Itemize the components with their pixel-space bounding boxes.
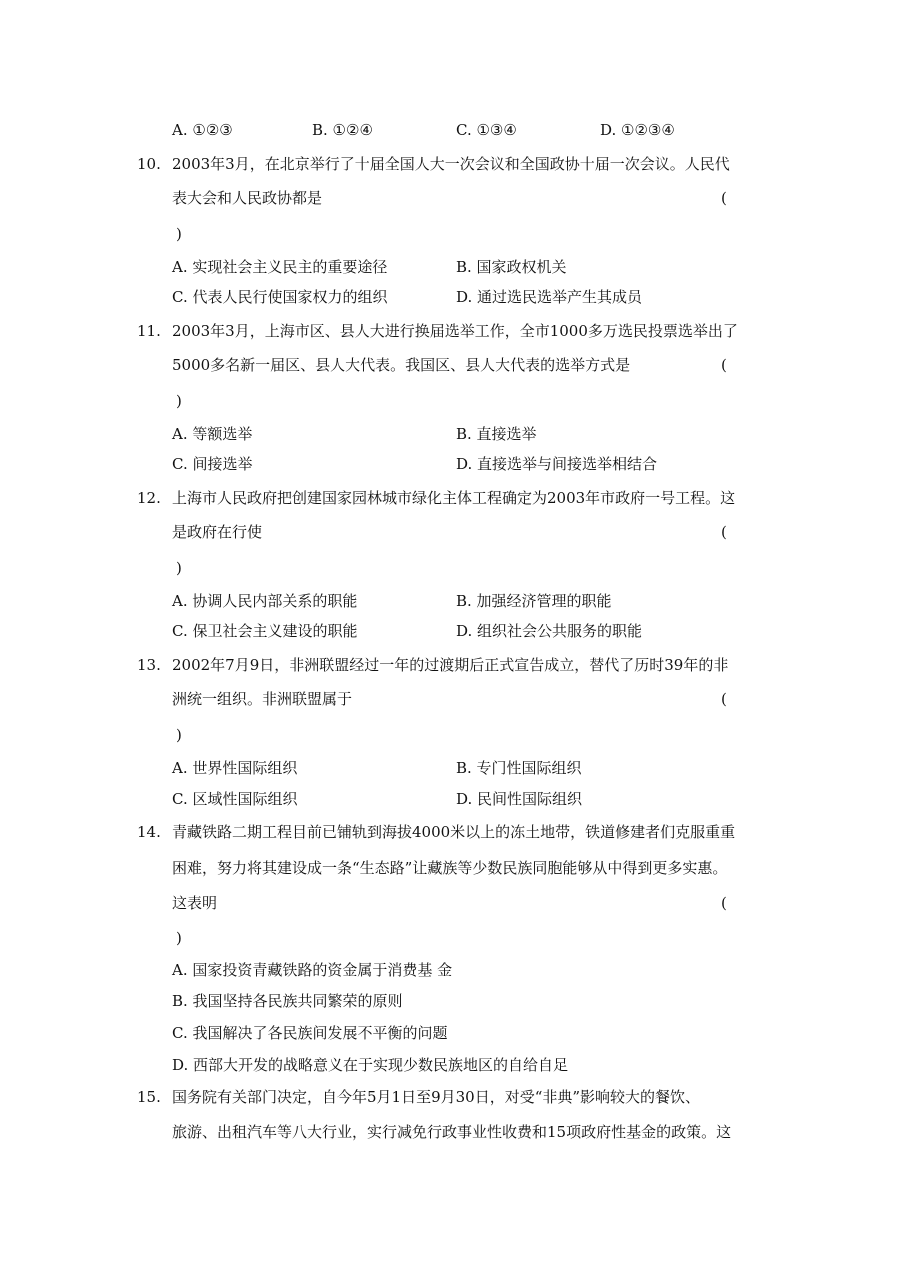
- question-11-option-d: D. 直接选举与间接选举相结合: [456, 455, 658, 473]
- question-11-answer-paren-close: ): [176, 392, 182, 410]
- question-14-option-c: C. 我国解决了各民族间发展不平衡的问题: [172, 1024, 448, 1042]
- question-14-number: 14.: [137, 823, 161, 841]
- prev-option-b: B. ①②④: [312, 121, 373, 139]
- question-12-text-line-1: 上海市人民政府把创建国家园林城市绿化主体工程确定为2003年市政府一号工程。这: [172, 489, 736, 507]
- question-11-option-b: B. 直接选举: [456, 425, 537, 443]
- question-12-option-c: C. 保卫社会主义建设的职能: [172, 622, 358, 640]
- question-14-text-line-2: 困难，努力将其建设成一条“生态路”让藏族等少数民族同胞能够从中得到更多实惠。: [172, 859, 728, 877]
- question-10-answer-paren-close: ): [176, 225, 182, 243]
- question-13-text-line-1: 2002年7月9日，非洲联盟经过一年的过渡期后正式宣告成立，替代了历时39年的非: [172, 656, 729, 674]
- question-13-number: 13.: [137, 656, 161, 674]
- question-12-text-line-2: 是政府在行使: [172, 523, 263, 541]
- question-11-option-a: A. 等额选举: [172, 425, 253, 443]
- question-12-number: 12.: [137, 489, 161, 507]
- question-14-option-a: A. 国家投资青藏铁路的资金属于消费基 金: [172, 961, 453, 979]
- question-13-option-b: B. 专门性国际组织: [456, 759, 582, 777]
- question-12-option-b: B. 加强经济管理的职能: [456, 592, 612, 610]
- question-12-answer-paren-close: ): [176, 559, 182, 577]
- question-15-number: 15.: [137, 1088, 161, 1106]
- question-13-answer-paren-close: ): [176, 726, 182, 744]
- question-10-answer-paren-open: (: [721, 189, 727, 207]
- question-11-text-line-1: 2003年3月，上海市区、县人大进行换届选举工作，全市1000多万选民投票选举出了: [172, 322, 738, 340]
- question-11-answer-paren-open: (: [721, 356, 727, 374]
- question-14-option-d: D. 西部大开发的战略意义在于实现少数民族地区的自给自足: [172, 1056, 569, 1074]
- question-13-option-a: A. 世界性国际组织: [172, 759, 298, 777]
- prev-option-c: C. ①③④: [456, 121, 517, 139]
- question-10-text-line-2: 表大会和人民政协都是: [172, 189, 323, 207]
- question-10-option-a: A. 实现社会主义民主的重要途径: [172, 258, 388, 276]
- question-15-text-line-1: 国务院有关部门决定，自今年5月1日至9月30日，对受“非典”影响较大的餐饮、: [172, 1088, 701, 1106]
- question-13-answer-paren-open: (: [721, 690, 727, 708]
- question-10-option-d: D. 通过选民选举产生其成员: [456, 288, 643, 306]
- question-14-answer-paren-close: ): [176, 929, 182, 947]
- question-11-text-line-2: 5000多名新一届区、县人大代表。我国区、县人大代表的选举方式是: [172, 356, 631, 374]
- question-14-option-b: B. 我国坚持各民族共同繁荣的原则: [172, 992, 403, 1010]
- question-10-text-line-1: 2003年3月，在北京举行了十届全国人大一次会议和全国政协十届一次会议。人民代: [172, 155, 730, 173]
- question-10-option-b: B. 国家政权机关: [456, 258, 567, 276]
- question-14-text-line-1: 青藏铁路二期工程目前已铺轨到海拔4000米以上的冻土地带，铁道修建者们克服重重: [172, 823, 736, 841]
- question-13-text-line-2: 洲统一组织。非洲联盟属于: [172, 690, 353, 708]
- question-14-answer-paren-open: (: [721, 894, 727, 912]
- question-13-option-c: C. 区域性国际组织: [172, 790, 298, 808]
- prev-option-a: A. ①②③: [172, 121, 233, 139]
- question-12-option-d: D. 组织社会公共服务的职能: [456, 622, 643, 640]
- question-10-number: 10.: [137, 155, 161, 173]
- question-13-option-d: D. 民间性国际组织: [456, 790, 583, 808]
- question-12-option-a: A. 协调人民内部关系的职能: [172, 592, 358, 610]
- question-11-number: 11.: [137, 322, 161, 340]
- question-12-answer-paren-open: (: [721, 523, 727, 541]
- question-15-text-line-2: 旅游、出租汽车等八大行业，实行减免行政事业性收费和15项政府性基金的政策。这: [172, 1123, 732, 1141]
- prev-option-d: D. ①②③④: [600, 121, 675, 139]
- question-11-option-c: C. 间接选举: [172, 455, 253, 473]
- question-10-option-c: C. 代表人民行使国家权力的组织: [172, 288, 388, 306]
- question-14-text-line-3: 这表明: [172, 894, 218, 912]
